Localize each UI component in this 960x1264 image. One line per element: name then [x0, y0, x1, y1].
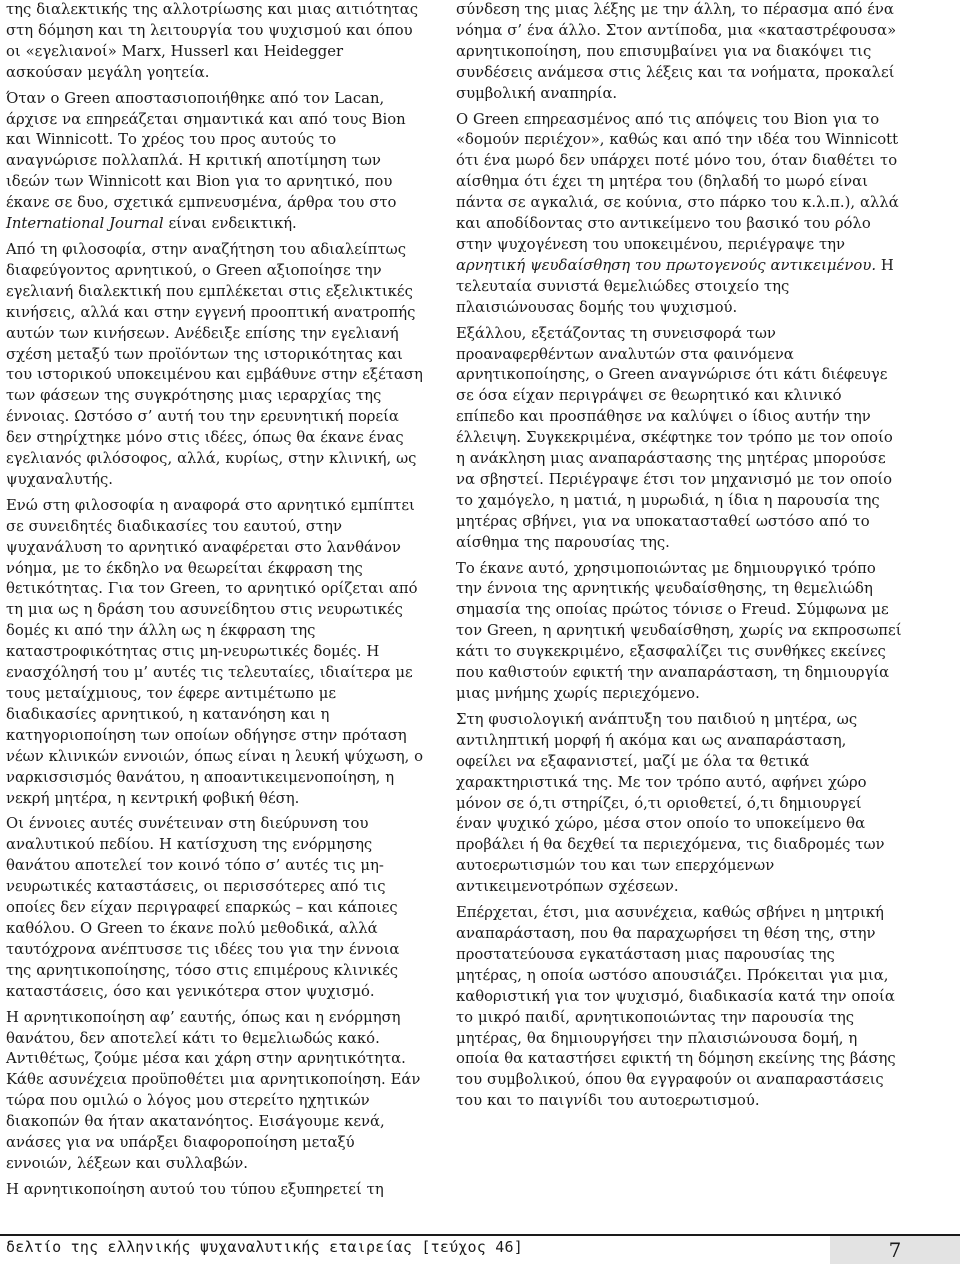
- paragraph: Στη φυσιολογική ανάπτυξη του παιδιού η μητέρα, ως αντιληπτική μορφή ή ακόμα και ως αναπαράσταση, οφείλει να εξαφανιστεί, μαζί με όλα τα θετικά χαρακτηριστικά της. Με τον τρόπο αυτό, αφήνει χώρο μόνον σε ό,τι στηρίζει, ό,τι οριοθετεί, ό,τι δημιουργεί έναν ψυχικό χώρο, μέσα στον οποίο το υποκείμενο θα προβάλει ή θα δεχθεί τα περιεχόμενα, τις διαδρομές των αυτοερωτισμών του και των επερχόμενων αντικειμενοτρόπων σχέσεων.: [456, 710, 885, 896]
- paragraph-text-end: είναι ενδεικτική.: [163, 215, 297, 233]
- paragraph-text: Ο Green επηρεασμένος από τις απόψεις του Bion για το «δομούν περιέχον», καθώς και από την ιδέα του Winnicott ότι ένα μωρό δεν υπάρχει ποτέ μόνο του, όταν διαθέτει το αίσθημα ότι έχει τη μητέρα του (δηλαδή το μωρό είναι πάντα σε αγκαλιά, σε κούνια, στο πάρκο του κ.λ.π.), αλλά και αποδίδοντας στο αντικείμενο του βασικό του ρόλο στην ψυχογένεση του υποκειμένου, περιέγραψε την: [456, 110, 899, 253]
- paragraph: σύνδεση της μιας λέξης με την άλλη, το πέρασμα από ένα νόημα σ’ ένα άλλο. Στον αντίποδα, μια «καταστρέφουσα» αρνητικοποίηση, που επισυμβαίνει για να διακόψει τις συνδέσεις ανάμεσα στις λέξεις και τα νοήματα, προκαλεί συμβολική αναπηρία.: [456, 1, 897, 102]
- paragraph-text-end: Η τελευταία συνιστά θεμελιώδες στοιχείο της πλαισιώνουσας δομής του ψυχισμού.: [456, 256, 894, 316]
- paragraph: Η αρνητικοποίηση αφ’ εαυτής, όπως και η ενόρμηση θανάτου, δεν αποτελεί κάτι το θεμελιωδώς κακό. Αντιθέτως, ζούμε μέσα και χάρη στην αρνητικότητα. Κάθε ασυνέχεια προϋποθέτει μια αρνητικοποίηση. Εάν τώρα που ομιλώ ο λόγος μου στερείτο ηχητικών διακοπών θα ήταν ακατανόητος. Εισάγουμε κενά, ανάσες για να υπάρξει διαφοροποίηση μεταξύ εννοιών, λέξεων και συλλαβών.: [6, 1008, 421, 1172]
- footer-journal-title: δελτίο της ελληνικής ψυχαναλυτικής εταιρείας [τεύχος 46]: [6, 1238, 523, 1256]
- footer-divider: [0, 1234, 960, 1236]
- paragraph: Επέρχεται, έτσι, μια ασυνέχεια, καθώς σβήνει η μητρική αναπαράσταση, που θα παραχωρήσει τη θέση της, στην προστατεύουσα εγκατάσταση μιας παρουσίας της μητέρας, η οποία ωστόσο απουσιάζει. Πρόκειται για μια, καθοριστική για τον ψυχισμό, διαδικασία κατά την οποία το μικρό παιδί, αρνητικοποιώντας την παρουσία της μητέρας, θα δημιουργήσει την πλαισιώνουσα δομή, η οποία θα καταστήσει εφικτή τη δόμηση εκείνης της βάσης του συμβολικού, όπου θα εγγραφούν οι αναπαραστάσεις του και το παιγνίδι του αυτοερωτισμού.: [456, 904, 896, 1110]
- left-column: [6, 0, 424, 1206]
- paragraph: Ενώ στη φιλοσοφία η αναφορά στο αρνητικό εμπίπτει σε συνειδητές διαδικασίες του εαυτού, στην ψυχανάλυση το αρνητικό αναφέρεται στο λανθάνον νόημα, με το έκδηλο να θεωρείται έκφραση της θετικότητας. Για τον Green, το αρνητικό ορίζεται από τη μια ως η δράση του ασυνείδητου στις νευρωτικές δομές κι από την άλλη ως η έκφραση της καταστροφικότητας στις μη-νευρωτικές δομές. Η ενασχόλησή του μ’ αυτές τις τελευταίες, ιδιαίτερα με τους μεταίχμιους, τον έφερε αντιμέτωπο με διαδικασίες αρνητικού, η κατανόηση και η κατηγοριοποίηση των οποίων οδήγησε στην πρόταση νέων κλινικών εννοιών, όπως είναι η λευκή ψύχωση, ο ναρκισσισμός θανάτου, η αποαντικειμενοποίηση, η νεκρή μητέρα, η κεντρική φοβική θέση.: [6, 496, 424, 807]
- page-number: 7: [830, 1236, 960, 1264]
- paragraph: Το έκανε αυτό, χρησιμοποιώντας με δημιουργικό τρόπο την έννοια της αρνητικής ψευδαίσθησης, τη θεμελιώδη σημασία της οποίας πρώτος τόνισε ο Freud. Σύμφωνα με τον Green, η αρνητική ψευδαίσθηση, χωρίς να εκπροσωπεί κάτι το συγκεκριμένο, εξασφαλίζει τις συνθήκες εκείνες που καθιστούν εφικτή την αναπαράσταση, τη δημιουργία μιας μνήμης χωρίς περιεχόμενο.: [456, 559, 902, 702]
- journal-title-italic: International Journal: [6, 215, 164, 233]
- paragraph: Εξάλλου, εξετάζοντας τη συνεισφορά των προαναφερθέντων αναλυτών στα φαινόμενα αρνητικοποίησης, ο Green αναγνώρισε ότι κάτι διέφευγε σε όσα είχαν περιγράψει σε θεωρητικό και κλινικό επίπεδο και προσπάθησε να καλύψει ο ίδιος αυτήν την έλλειψη. Συγκεκριμένα, σκέφτηκε τον τρόπο με τον οποίο η ανάκληση μιας αναπαράστασης της μητέρας μπορούσε να σβηστεί. Περιέγραψε έτσι τον μηχανισμό με τον οποίο το χαμόγελο, η ματιά, η μυρωδιά, η ίδια η παρουσία της μητέρας σβήνει, για να υποκατασταθεί ωστόσο από το αίσθημα της παρουσίας της.: [456, 324, 893, 551]
- paragraph: Από τη φιλοσοφία, στην αναζήτηση του αδιαλείπτως διαφεύγοντος αρνητικού, ο Green αξιοποίησε την εγελιανή διαλεκτική που εμπλέκεται στις εξελικτικές κινήσεις, αλλά και στην εγγενή προοπτική ανατροπής αυτών των κινήσεων. Ανέδειξε επίσης την εγελιανή σχέση μεταξύ των προϊόντων της ιστορικότητας και του ιστορικού υποκειμένου και εμβάθυνε στην εξέταση των φάσεων της συγκρότησης μιας ιεραρχίας της έννοιας. Ωστόσο σ’ αυτή του την ερευνητική πορεία δεν στηρίχτηκε μόνο στις ιδέες, όπως θα έκανε ένας εγελιανός φιλόσοφος, αλλά, κυρίως, στην κλινική, ως ψυχαναλυτής.: [6, 240, 423, 488]
- paragraph-text: Όταν ο Green αποστασιοποιήθηκε από τον Lacan, άρχισε να επηρεάζεται σημαντικά και από τους Bion και Winnicott. Το χρέος του προς αυτούς το αναγνώρισε πολλαπλά. Η κριτική αποτίμηση των ιδεών των Winnicott και Bion για το αρνητικό, που έκανε σε δυο, σχετικά εμπνευσμένα, άρθρα του στο: [6, 89, 406, 212]
- paragraph: [6, 89, 424, 235]
- paragraph: [456, 110, 902, 319]
- paragraph: Η αρνητικοποίηση αυτού του τύπου εξυπηρετεί τη: [6, 1180, 384, 1198]
- paragraph: της διαλεκτικής της αλλοτρίωσης και μιας αιτιότητας στη δόμηση και τη λειτουργία του ψυχισμού και όπου οι «εγελιανοί» Marx, Husserl και Heidegger ασκούσαν μεγάλη γοητεία.: [6, 1, 419, 81]
- right-column: [456, 0, 902, 1117]
- paragraph: Οι έννοιες αυτές συνέτειναν στη διεύρυνση του αναλυτικού πεδίου. Η κατίσχυση της ενόρμησης θανάτου αποτελεί τον κοινό τόπο σ’ αυτές τις μη-νευρωτικές καταστάσεις, οι περισσότερες από τις οποίες δεν είχαν περιγραφεί επαρκώς – και κάποιες καθόλου. Ο Green το έκανε πολύ μεθοδικά, αλλά ταυτόχρονα ανέπτυσσε τις ιδέες του για την έννοια της αρνητικοποίησης, τόσο στις επιμέρους κλινικές καταστάσεις, όσο και γενικότερα στον ψυχισμό.: [6, 815, 400, 1000]
- concept-italic: αρνητική ψευδαίσθηση του πρωτογενούς αντικειμένου.: [456, 256, 877, 274]
